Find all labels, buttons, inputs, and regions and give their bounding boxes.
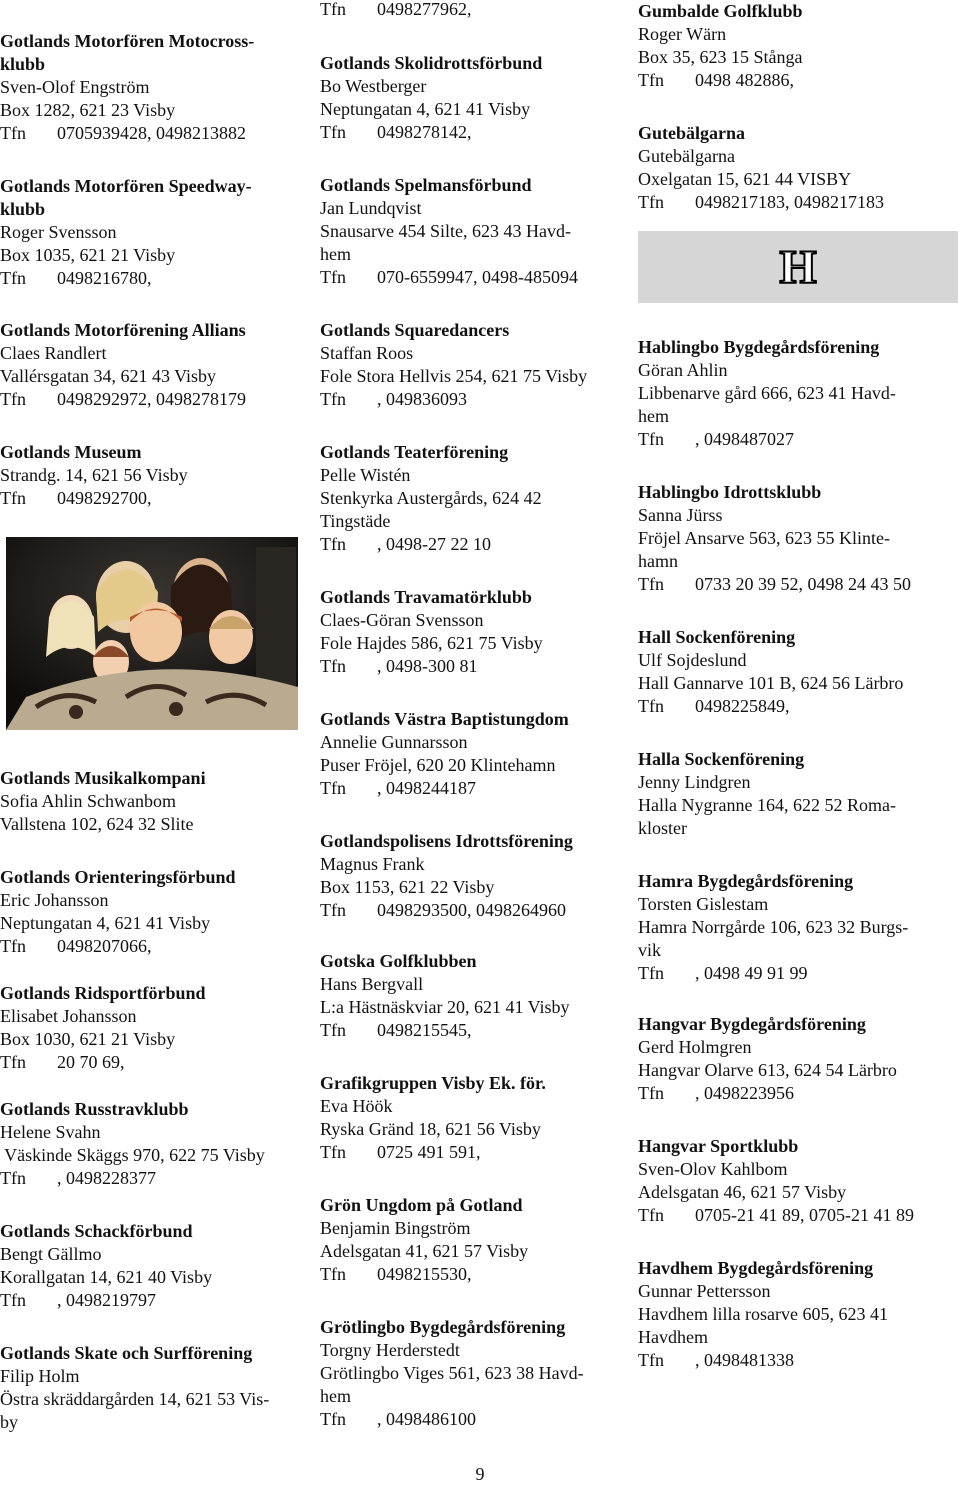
phone-value: 0725 491 591,: [377, 1142, 481, 1162]
phone-label: Tfn: [320, 1020, 346, 1040]
phone-label: Tfn: [638, 1350, 664, 1370]
entry-address: Box 1282, 621 23 Visby: [0, 100, 176, 120]
entry-name: Gumbalde Golfklubb: [638, 1, 803, 21]
phone-value: 0498277962,: [377, 0, 472, 19]
entry-travamator: [320, 586, 543, 678]
entry-contact: Torgny Herderstedt: [320, 1340, 460, 1360]
entry-name: Gotlands Teaterförening: [320, 442, 509, 462]
entry-name: klubb: [0, 54, 46, 74]
phone-value: 0498292972, 0498278179: [57, 389, 246, 409]
entry-grafik: [320, 1072, 546, 1164]
entry-address: Fole Hajdes 586, 621 75 Visby: [320, 633, 543, 653]
entry-speedway: [0, 175, 252, 290]
entry-phone-row: [320, 655, 543, 678]
entry-phone-row: [0, 1167, 265, 1190]
entry-russtrav: [0, 1098, 265, 1190]
entry-contact: Claes-Göran Svensson: [320, 610, 484, 630]
entry-contact: Filip Holm: [0, 1366, 80, 1386]
entry-address: Adelsgatan 46, 621 57 Visby: [638, 1182, 847, 1202]
entry-contact: Jan Lundqvist: [320, 198, 422, 218]
phone-value: 0498215530,: [377, 1264, 472, 1284]
entry-address: hem: [320, 244, 351, 264]
entry-name: Gotlands Ridsportförbund: [0, 983, 206, 1003]
entry-phone-row: [320, 0, 472, 21]
phone-value: 0498293500, 0498264960: [377, 900, 566, 920]
entry-name: Hablingbo Bygdegårdsförening: [638, 337, 880, 357]
entry-contact: Magnus Frank: [320, 854, 425, 874]
entry-gutebalgarna: [638, 122, 884, 214]
entry-phone-row: [320, 1408, 584, 1431]
entry-address: vik: [638, 940, 662, 960]
entry-name: Gotska Golfklubben: [320, 951, 477, 971]
entry-name: Gotlandspolisens Idrottsförening: [320, 831, 573, 851]
entry-address: Hall Gannarve 101 B, 624 56 Lärbro: [638, 673, 904, 693]
phone-value: , 049836093: [377, 389, 467, 409]
entry-address: Puser Fröjel, 620 20 Klintehamn: [320, 755, 556, 775]
entry-skolidrott: [320, 52, 542, 144]
entry-contact: Bengt Gällmo: [0, 1244, 102, 1264]
entry-contact: Jenny Lindgren: [638, 772, 751, 792]
entry-skate: [0, 1342, 269, 1434]
entry-phone-row: [638, 1349, 888, 1372]
phone-label: Tfn: [0, 1168, 26, 1188]
entry-address: Vallstena 102, 624 32 Slite: [0, 814, 194, 834]
entry-address: Box 1153, 621 22 Visby: [320, 877, 495, 897]
phone-value: 0498217183, 0498217183: [695, 192, 884, 212]
entry-name: Gotlands Orienteringsförbund: [0, 867, 236, 887]
entry-address: L:a Hästnäskviar 20, 621 41 Visby: [320, 997, 570, 1017]
phone-label: Tfn: [0, 268, 26, 288]
phone-label: Tfn: [320, 900, 346, 920]
phone-value: 0498215545,: [377, 1020, 472, 1040]
phone-value: 0498292700,: [57, 488, 152, 508]
page-number: 9: [475, 1464, 485, 1484]
entry-vastra: [320, 708, 569, 800]
entry-allians: [0, 319, 246, 411]
entry-address: Östra skräddargården 14, 621 53 Vis-: [0, 1389, 270, 1409]
entry-name: Gotlands Museum: [0, 442, 142, 462]
entry-hangvar-sport: [638, 1135, 914, 1227]
phone-label: Tfn: [0, 1290, 26, 1310]
entry-address: Korallgatan 14, 621 40 Visby: [0, 1267, 213, 1287]
phone-label: Tfn: [320, 122, 346, 142]
phone-label: Tfn: [320, 778, 346, 798]
phone-label: Tfn: [638, 70, 664, 90]
entry-address: Neptungatan 4, 621 41 Visby: [320, 99, 531, 119]
entry-name: Havdhem Bygdegårdsförening: [638, 1258, 874, 1278]
entry-address: Snausarve 454 Silte, 623 43 Havd-: [320, 221, 571, 241]
entry-contact: Hans Bergvall: [320, 974, 424, 994]
entry-address: hamn: [638, 551, 678, 571]
entry-phone-row: [320, 388, 587, 411]
phone-label: Tfn: [638, 696, 664, 716]
section-letter-box: [638, 231, 958, 303]
entry-hangvar-bygd: [638, 1013, 897, 1105]
entry-name: Grötlingbo Bygdegårdsförening: [320, 1317, 566, 1337]
phone-label: Tfn: [320, 1264, 346, 1284]
phone-value: 0498225849,: [695, 696, 790, 716]
phone-value: , 0498487027: [695, 429, 794, 449]
phone-value: 0498207066,: [57, 936, 152, 956]
phone-value: 0705939428, 0498213882: [57, 123, 246, 143]
phone-label: Tfn: [0, 123, 26, 143]
entry-contact: Annelie Gunnarsson: [320, 732, 468, 752]
entry-address: Ryska Gränd 18, 621 56 Visby: [320, 1119, 541, 1139]
entry-contact: Sofia Ahlin Schwanbom: [0, 791, 176, 811]
entry-halla: [638, 748, 896, 840]
phone-label: Tfn: [638, 429, 664, 449]
entry-teater: [320, 441, 542, 556]
phone-label: Tfn: [320, 389, 346, 409]
entry-hablingbo-if: [638, 481, 911, 596]
phone-label: Tfn: [0, 488, 26, 508]
entry-address: Grötlingbo Viges 561, 623 38 Havd-: [320, 1363, 584, 1383]
phone-value: 0498278142,: [377, 122, 472, 142]
entry-name: Hangvar Sportklubb: [638, 1136, 799, 1156]
entry-musikalkompani: [0, 767, 206, 836]
entry-hamra: [638, 870, 908, 985]
phone-label: Tfn: [0, 936, 26, 956]
entry-address: Havdhem: [638, 1327, 708, 1347]
entry-contact: Claes Randlert: [0, 343, 107, 363]
entry-name: klubb: [0, 199, 46, 219]
entry-address: Box 1035, 621 21 Visby: [0, 245, 176, 265]
entry-phone-row: [320, 777, 569, 800]
entry-name: Gotlands Skolidrottsförbund: [320, 53, 543, 73]
phone-value: 20 70 69,: [57, 1052, 125, 1072]
entry-address: by: [0, 1412, 18, 1432]
phone-label: Tfn: [320, 534, 346, 554]
museum-children-photo-icon: [6, 537, 298, 730]
entry-phone-row: [638, 1082, 897, 1105]
entry-address: Stenkyrka Austergårds, 624 42: [320, 488, 542, 508]
entry-phone-row: [0, 122, 254, 145]
entry-phone-row: [0, 388, 246, 411]
entry-grotlingbo: [320, 1316, 584, 1431]
phone-label: Tfn: [320, 1142, 346, 1162]
phone-label: Tfn: [320, 1409, 346, 1429]
entry-phone-row: [0, 1289, 212, 1312]
phone-label: Tfn: [0, 1052, 26, 1072]
entry-contact: Helene Svahn: [0, 1122, 101, 1142]
museum-photo: [6, 537, 298, 730]
entry-phone-row: [638, 573, 911, 596]
entry-name: Gutebälgarna: [638, 123, 746, 143]
entry-name: Gotlands Västra Baptistungdom: [320, 709, 569, 729]
phone-label: Tfn: [638, 1083, 664, 1103]
entry-gotska-golf: [320, 950, 570, 1042]
phone-value: 070-6559947, 0498-485094: [377, 267, 578, 287]
entry-motocross: [0, 30, 254, 145]
entry-address: Halla Nygranne 164, 622 52 Roma-: [638, 795, 896, 815]
entry-phone-row: [320, 533, 542, 556]
entry-contact: Torsten Gislestam: [638, 894, 769, 914]
entry-contact: Ulf Sojdeslund: [638, 650, 747, 670]
entry-phone-row: [0, 1051, 206, 1074]
entry-address: hem: [638, 406, 669, 426]
entry-address: Havdhem lilla rosarve 605, 623 41: [638, 1304, 888, 1324]
entry-contact: Elisabet Johansson: [0, 1006, 137, 1026]
entry-phone-row: [320, 899, 573, 922]
phone-value: , 0498-300 81: [377, 656, 478, 676]
entry-phone-row: [320, 266, 578, 289]
section-letter: H: [779, 240, 817, 294]
entry-phone-row: [0, 487, 188, 510]
phone-label: Tfn: [320, 0, 346, 19]
entry-name: Gotlands Spelmansförbund: [320, 175, 532, 195]
entry-contact: Göran Ahlin: [638, 360, 728, 380]
entry-name: Gotlands Motorfören Motocross-: [0, 31, 255, 51]
entry-museum: [0, 441, 188, 510]
phone-label: Tfn: [638, 574, 664, 594]
entry-contact: Roger Wärn: [638, 24, 727, 44]
phone-value: 0705-21 41 89, 0705-21 41 89: [695, 1205, 914, 1225]
entry-phone-row: [320, 121, 542, 144]
entry-address: kloster: [638, 818, 687, 838]
entry-name: Gotlands Squaredancers: [320, 320, 510, 340]
entry-phone-row: [638, 695, 903, 718]
phone-value: 0733 20 39 52, 0498 24 43 50: [695, 574, 911, 594]
entry-name: Gotlands Skate och Surfförening: [0, 1343, 253, 1363]
entry-address: Hamra Norrgårde 106, 623 32 Burgs-: [638, 917, 909, 937]
entry-contact: Sanna Jürss: [638, 505, 723, 525]
entry-name: Gotlands Musikalkompani: [0, 768, 206, 788]
entry-phone-row: [320, 1263, 528, 1286]
entry-name: Grön Ungdom på Gotland: [320, 1195, 523, 1215]
entry-phone-row: [638, 1204, 914, 1227]
entry-phone-row: [638, 191, 884, 214]
entry-phone-row: [638, 962, 908, 985]
entry-address: Väskinde Skäggs 970, 622 75 Visby: [0, 1145, 265, 1165]
entry-schack: [0, 1220, 212, 1312]
entry-hall: [638, 626, 903, 718]
entry-spelmans: [320, 174, 578, 289]
entry-phone-row: [0, 267, 252, 290]
phone-value: , 0498 49 91 99: [695, 963, 808, 983]
entry-name: Hangvar Bygdegårdsförening: [638, 1014, 866, 1034]
entry-contact: Sven-Olov Kahlbom: [638, 1159, 788, 1179]
entry-orientering: [0, 866, 236, 958]
entry-name: Gotlands Travamatörklubb: [320, 587, 532, 607]
entry-address: Fole Stora Hellvis 254, 621 75 Visby: [320, 366, 588, 386]
phone-label: Tfn: [638, 1205, 664, 1225]
entry-name: Gotlands Motorförening Allians: [0, 320, 246, 340]
entry-contact: Benjamin Bingström: [320, 1218, 471, 1238]
phone-label: Tfn: [638, 192, 664, 212]
phone-value: , 0498228377: [57, 1168, 156, 1188]
entry-hablingbo-bygd: [638, 336, 896, 451]
entry-address: Box 1030, 621 21 Visby: [0, 1029, 176, 1049]
entry-contact: Pelle Wistén: [320, 465, 411, 485]
entry-contact: Gunnar Pettersson: [638, 1281, 771, 1301]
entry-gron-ungdom: [320, 1194, 528, 1286]
entry-name: Gotlands Motorfören Speedway-: [0, 176, 252, 196]
entry-havdhem: [638, 1257, 888, 1372]
entry-contact: Strandg. 14, 621 56 Visby: [0, 465, 188, 485]
entry-contact: Sven-Olof Engström: [0, 77, 150, 97]
entry-name: Hall Sockenförening: [638, 627, 796, 647]
entry-contact: Eric Johansson: [0, 890, 109, 910]
entry-top-col2: [320, 0, 472, 21]
entry-ridsport: [0, 982, 206, 1074]
entry-gumbalde: [638, 0, 803, 92]
phone-label: Tfn: [320, 656, 346, 676]
entry-contact: Eva Höök: [320, 1096, 393, 1116]
entry-phone-row: [320, 1141, 546, 1164]
entry-address: Vallérsgatan 34, 621 43 Visby: [0, 366, 217, 386]
phone-value: , 0498219797: [57, 1290, 156, 1310]
entry-address: Oxelgatan 15, 621 44 VISBY: [638, 169, 852, 189]
entry-address: Tingstäde: [320, 511, 391, 531]
phone-value: , 0498486100: [377, 1409, 476, 1429]
entry-polisens: [320, 830, 573, 922]
entry-address: Fröjel Ansarve 563, 623 55 Klinte-: [638, 528, 890, 548]
entry-contact: Staffan Roos: [320, 343, 414, 363]
phone-value: , 0498244187: [377, 778, 476, 798]
entry-contact: Gutebälgarna: [638, 146, 735, 166]
phone-label: Tfn: [0, 389, 26, 409]
entry-address: Adelsgatan 41, 621 57 Visby: [320, 1241, 529, 1261]
entry-name: Hamra Bygdegårdsförening: [638, 871, 854, 891]
entry-address: Neptungatan 4, 621 41 Visby: [0, 913, 211, 933]
phone-value: , 0498223956: [695, 1083, 794, 1103]
entry-phone-row: [638, 428, 896, 451]
entry-contact: Roger Svensson: [0, 222, 117, 242]
entry-phone-row: [0, 935, 236, 958]
entry-address: Hangvar Olarve 613, 624 54 Lärbro: [638, 1060, 897, 1080]
entry-name: Grafikgruppen Visby Ek. för.: [320, 1073, 546, 1093]
phone-value: , 0498-27 22 10: [377, 534, 491, 554]
entry-contact: Gerd Holmgren: [638, 1037, 752, 1057]
phone-value: 0498 482886,: [695, 70, 794, 90]
entry-name: Gotlands Russtravklubb: [0, 1099, 189, 1119]
phone-label: Tfn: [638, 963, 664, 983]
phone-label: Tfn: [320, 267, 346, 287]
phone-value: , 0498481338: [695, 1350, 794, 1370]
phone-value: 0498216780,: [57, 268, 152, 288]
entry-squaredancers: [320, 319, 587, 411]
entry-address: hem: [320, 1386, 351, 1406]
entry-name: Halla Sockenförening: [638, 749, 805, 769]
entry-contact: Bo Westberger: [320, 76, 427, 96]
entry-name: Hablingbo Idrottsklubb: [638, 482, 822, 502]
entry-phone-row: [638, 69, 803, 92]
entry-address: Libbenarve gård 666, 623 41 Havd-: [638, 383, 896, 403]
entry-name: Gotlands Schackförbund: [0, 1221, 193, 1241]
entry-address: Box 35, 623 15 Stånga: [638, 47, 803, 67]
entry-phone-row: [320, 1019, 570, 1042]
